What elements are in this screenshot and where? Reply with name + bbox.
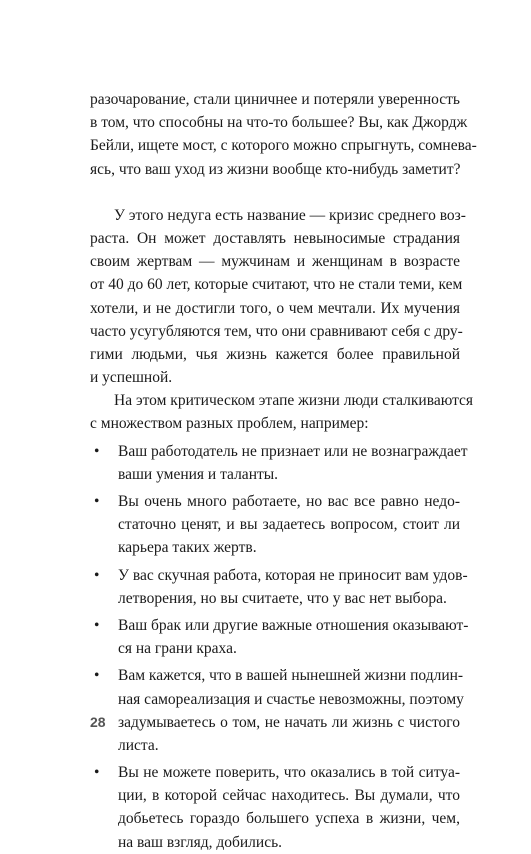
bullet-icon: • <box>94 616 100 634</box>
text-line: ваши умения и таланты. <box>118 465 279 483</box>
text-line: на ваш взгляд, добились. <box>118 833 283 851</box>
text-line: хотели, и не достигли того, о чем мечтали. Их мучения <box>90 299 460 317</box>
text-line: разочарование, стали циничнее и потеряли уверенность <box>90 91 460 108</box>
text-line: У вас скучная работа, которая не приносит вам удов- <box>118 566 468 584</box>
page-number: 28 <box>90 714 106 730</box>
bullet-icon: • <box>94 493 100 510</box>
text-line: Вы очень много работаете, но вас все равно недо- <box>118 493 460 510</box>
text-line: Ваш брак или другие важные отношения оказывают- <box>118 616 469 634</box>
list-item <box>90 664 464 757</box>
text-line: карьера таких жертв. <box>118 539 257 557</box>
text-line: Бейли, ищете мост, с которого можно спрыгнуть, сомнева- <box>90 137 477 155</box>
page-body <box>90 88 477 854</box>
text-line: ясь, что ваш уход из жизни вообще кто-нибудь заметит? <box>90 160 461 178</box>
list-item <box>90 440 468 486</box>
bullet-icon: • <box>94 667 100 685</box>
list-item <box>90 564 468 610</box>
bullet-icon: • <box>94 442 100 460</box>
text-line: Ваш работодатель не признает или не вознаграждает <box>118 442 468 460</box>
text-line: своим жертвам — мужчинам и женщинам в возрасте <box>90 253 460 271</box>
text-line: У этого недуга есть название — кризис среднего воз- <box>114 206 466 224</box>
paragraph-3 <box>90 389 474 435</box>
text-line: ции, в которой сейчас находитесь. Вы думали, что <box>118 787 460 805</box>
list-item <box>90 761 460 854</box>
text-line: Вы не можете поверить, что оказались в той ситуа- <box>118 764 460 782</box>
text-line: летворения, но вы считаете, что у вас нет выбора. <box>118 589 447 607</box>
text-line: На этом критическом этапе жизни люди сталкиваются <box>114 392 474 410</box>
text-line: часто усугубляются тем, что они сравнивают себя с дру- <box>90 322 463 340</box>
bullet-icon: • <box>94 764 100 782</box>
bullet-list <box>90 440 469 854</box>
text-line: в том, что способны на что-то большее? Вы, как Джордж <box>90 114 468 132</box>
text-line: статочно ценят, и вы задаетесь вопросом, стоит ли <box>118 516 460 534</box>
text-line: ная самореализация и счастье невозможны, поэтому <box>118 690 464 708</box>
list-item <box>90 490 460 560</box>
text-line: от 40 до 60 лет, которые считают, что не стали теми, кем <box>90 276 463 294</box>
list-item <box>90 614 469 660</box>
paragraph-2 <box>90 204 466 390</box>
paragraph-gap <box>90 181 460 204</box>
text-line: раста. Он может доставлять невыносимые страдания <box>90 229 460 247</box>
text-line: Вам кажется, что в вашей нынешней жизни подлин- <box>118 667 464 685</box>
bullet-icon: • <box>94 566 100 584</box>
text-line: с множеством разных проблем, например: <box>90 415 369 433</box>
text-line: ся на грани краха. <box>118 640 237 658</box>
text-line: листа. <box>118 736 159 754</box>
text-line: задумываетесь о том, не начать ли жизнь с чистого <box>118 713 460 731</box>
text-line: добьетесь гораздо большего успеха в жизни, чем, <box>118 810 460 828</box>
text-line: гими людьми, чья жизнь кажется более правильной <box>90 345 460 363</box>
text-line: и успешной. <box>90 369 173 387</box>
paragraph-1 <box>90 88 477 181</box>
